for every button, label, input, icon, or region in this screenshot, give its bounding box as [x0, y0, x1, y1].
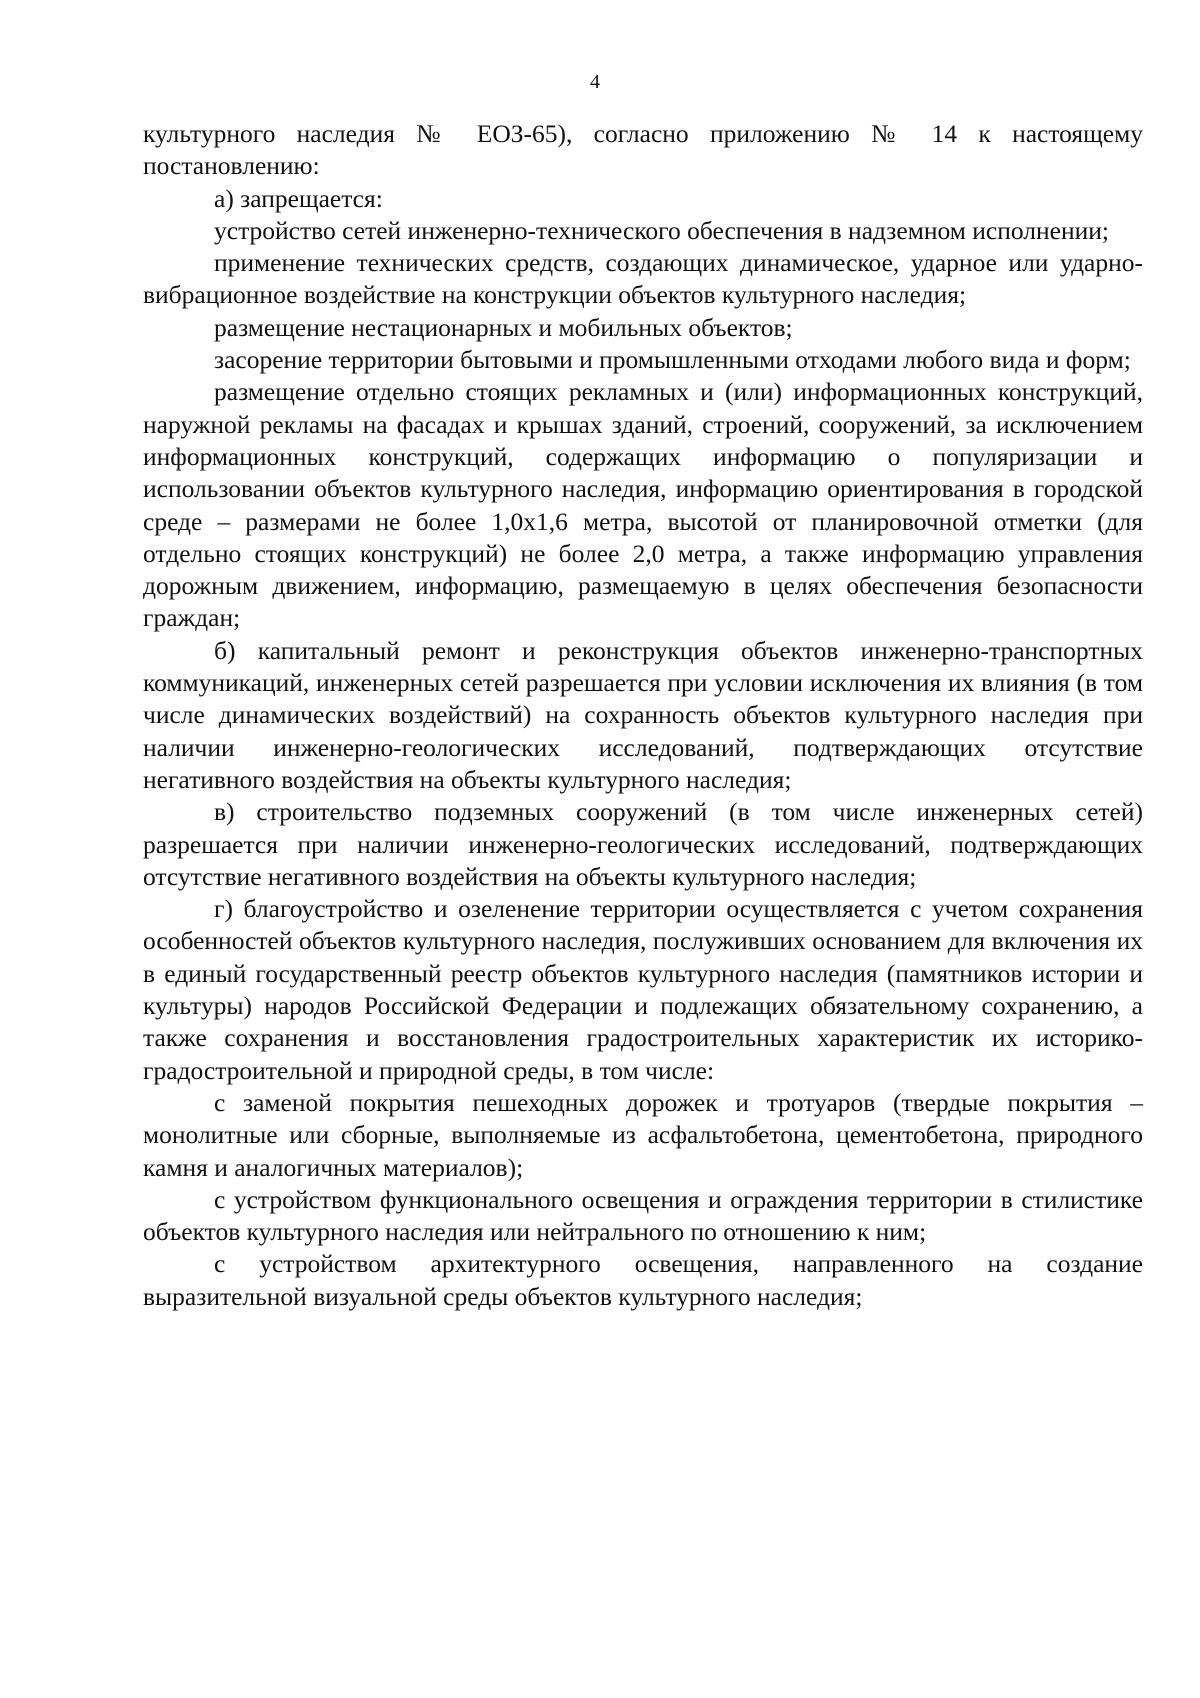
- paragraph-mobile-objects: размещение нестационарных и мобильных объектов;: [214, 312, 793, 342]
- paragraph-engineering-networks: устройство сетей инженерно-технического обеспечения в надземном исполнении;: [214, 215, 1109, 245]
- paragraph-paving: с заменой покрытия пешеходных дорожек и тротуаров (твердые покрытия – монолитные или сборные, выполняемые из асфальтобетона, цементобетона, природного камня и аналогичных материалов);: [143, 1087, 1143, 1182]
- paragraph-item-v: в) строительство подземных сооружений (в том числе инженерных сетей) разрешается при наличии инженерно-геологических исследований, подтверждающих отсутствие негативного воздействия на объекты культурного наследия;: [143, 797, 1143, 891]
- paragraph-technical-means: применение технических средств, создающих динамическое, ударное или ударно-вибрационное воздействие на конструкции объектов культурного наследия;: [143, 248, 1143, 310]
- paragraph-item-a: а) запрещается:: [214, 183, 383, 213]
- paragraph-functional-lighting: с устройством функционального освещения и ограждения территории в стилистике объектов культурного наследия или нейтрального по отношению к ним;: [143, 1184, 1143, 1247]
- paragraph-continuation: культурного наследия № ЕОЗ-65), согласно приложению № 14 к настоящему постановлению:: [143, 119, 1143, 181]
- paragraph-item-b: б) капитальный ремонт и реконструкция объектов инженерно-транспортных коммуникаций, инженерных сетей разрешается при условии исключения их влияния (в том числе динамических воздействий) на сохранность объектов культурного наследия при наличии инженерно-геологических исследований, подтверждающих отсутствие негативного воздействия на объекты культурного наследия;: [143, 635, 1143, 794]
- document-body: [143, 118, 1143, 1313]
- page-number: 4: [590, 71, 600, 93]
- paragraph-waste: засорение территории бытовыми и промышленными отходами любого вида и форм;: [214, 345, 1131, 375]
- paragraph-advertising: размещение отдельно стоящих рекламных и (или) информационных конструкций, наружной рекламы на фасадах и крышах зданий, строений, сооружений, за исключением информационных конструкций, содержащих информацию о популяризации и использовании объектов культурного наследия, информацию ориентирования в городской среде – размерами не более 1,0х1,6 метра, высотой от планировочной отметки (для отдельно стоящих конструкций) не более 2,0 метра, а также информацию управления дорожным движением, информацию, размещаемую в целях обеспечения безопасности граждан;: [143, 377, 1143, 633]
- paragraph-architectural-lighting: с устройством архитектурного освещения, направленного на создание выразительной визуальной среды объектов культурного наследия;: [143, 1249, 1143, 1311]
- paragraph-item-g: г) благоустройство и озеленение территории осуществляется с учетом сохранения особенностей объектов культурного наследия, послуживших основанием для включения их в единый государственный реестр объектов культурного наследия (памятников истории и культуры) народов Российской Федерации и подлежащих обязательному сохранению, а также сохранения и восстановления градостроительных характеристик их историко-градостроительной и природной среды, в том числе:: [143, 894, 1143, 1085]
